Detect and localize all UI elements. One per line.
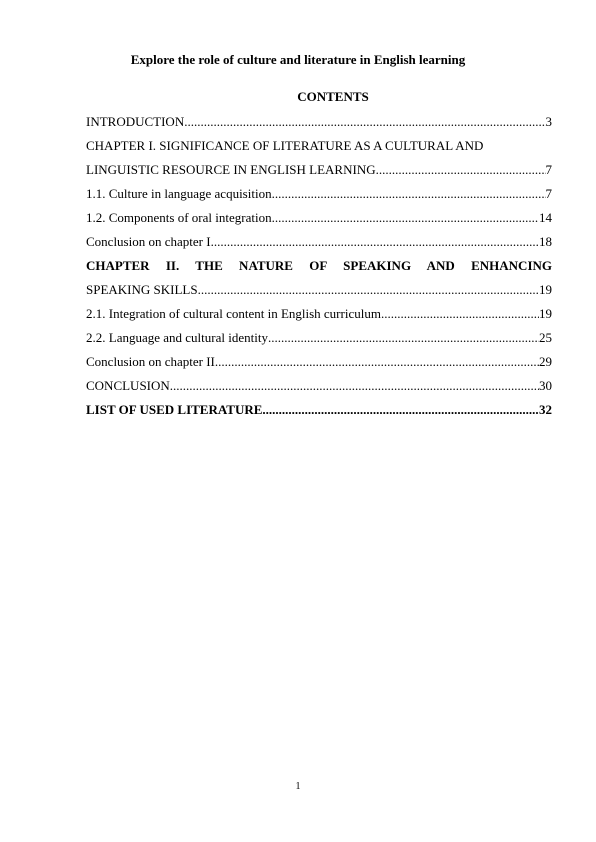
toc-label: 2.2. Language and cultural identity — [86, 330, 268, 345]
toc-page-number: 30 — [539, 378, 552, 393]
toc-label: LIST OF USED LITERATURE — [86, 402, 263, 417]
toc-page-number: 18 — [539, 234, 552, 249]
toc-label: INTRODUCTION — [86, 114, 185, 129]
toc-label: 1.2. Components of oral integration — [86, 210, 272, 225]
toc-entry-introduction[interactable] — [86, 110, 552, 134]
toc-leader — [184, 110, 545, 134]
toc-entry-2-2[interactable] — [86, 326, 552, 350]
toc-page-number: 14 — [539, 210, 552, 225]
toc-label: 2.1. Integration of cultural content in English curriculum — [86, 306, 381, 321]
toc-leader — [211, 230, 539, 254]
toc-entry-chapter2-line1[interactable]: CHAPTER II. THE NATURE OF SPEAKING AND ENHANCING — [86, 258, 552, 273]
toc-entry-2-1[interactable] — [86, 302, 552, 326]
toc-entry-1-2[interactable] — [86, 206, 552, 230]
toc-entry-conclusion[interactable] — [86, 374, 552, 398]
toc-page-number: 25 — [539, 330, 552, 345]
toc-leader — [215, 350, 539, 374]
page-number: 1 — [295, 781, 301, 792]
toc-page-number: 7 — [545, 186, 552, 201]
toc-entry-1-1[interactable] — [86, 182, 552, 206]
toc-entry-conclusion-chapter2[interactable] — [86, 350, 552, 374]
toc-page-number: 29 — [539, 354, 552, 369]
toc-entry-literature[interactable] — [86, 398, 552, 422]
toc-label: CONCLUSION — [86, 378, 170, 393]
table-of-contents — [86, 110, 552, 422]
toc-leader — [381, 302, 539, 326]
toc-label: Conclusion on chapter I — [86, 234, 211, 249]
toc-label: Conclusion on chapter II — [86, 354, 215, 369]
toc-page-number: 19 — [539, 306, 552, 321]
toc-leader — [272, 182, 546, 206]
toc-entry-chapter1-line1[interactable]: CHAPTER I. SIGNIFICANCE OF LITERATURE AS A CULTURAL AND — [86, 138, 484, 153]
toc-page-number: 19 — [539, 282, 552, 297]
toc-page-number: 3 — [545, 114, 552, 129]
toc-entry-chapter2-line2[interactable] — [86, 278, 552, 302]
toc-page-number: 32 — [539, 402, 552, 417]
toc-entry-chapter1-line2[interactable] — [86, 158, 552, 182]
toc-label: SPEAKING SKILLS — [86, 282, 198, 297]
document-title: Explore the role of culture and literature in English learning — [130, 52, 466, 67]
toc-leader — [198, 278, 539, 302]
contents-heading: CONTENTS — [297, 89, 369, 104]
toc-leader — [268, 326, 539, 350]
toc-label: 1.1. Culture in language acquisition — [86, 186, 272, 201]
toc-page-number: 7 — [545, 162, 552, 177]
toc-leader — [170, 374, 539, 398]
toc-leader — [376, 158, 546, 182]
toc-leader — [262, 398, 539, 422]
toc-leader — [272, 206, 539, 230]
toc-entry-conclusion-chapter1[interactable] — [86, 230, 552, 254]
toc-label: LINGUISTIC RESOURCE IN ENGLISH LEARNING — [86, 162, 376, 177]
